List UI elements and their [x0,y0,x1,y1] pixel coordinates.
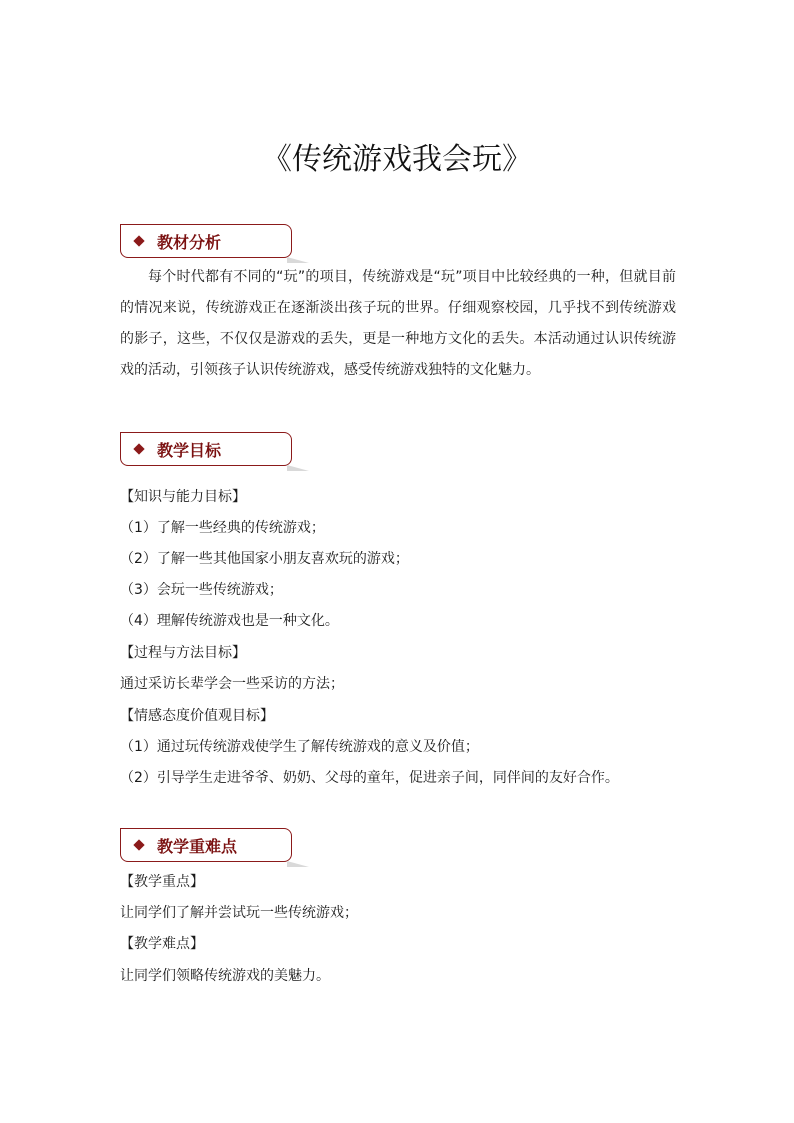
diamond-bullet-icon [133,443,144,454]
objective-line: （1）了解一些经典的传统游戏； [120,520,325,536]
section-heading-key-points [120,828,292,862]
objective-line: （4）理解传统游戏也是一种文化。 [120,613,339,629]
key-point-line: 【教学难点】 [120,936,204,952]
objective-line: 【过程与方法目标】 [120,645,246,661]
objective-line: 通过采访长辈学会一些采访的方法； [120,676,344,692]
section-heading-objectives [120,432,292,466]
objective-line: 【情感态度价值观目标】 [120,708,274,724]
section-heading-analysis [120,224,292,258]
objective-line: （2）了解一些其他国家小朋友喜欢玩的游戏； [120,551,409,567]
section-heading-label: 教学重难点 [157,836,238,856]
diamond-bullet-icon [133,839,144,850]
objective-line: （3）会玩一些传统游戏； [120,582,283,598]
analysis-paragraph: 每个时代都有不同的“玩”的项目，传统游戏是“玩”项目中比较经典的一种，但就目前的情况来说，传统游戏正在逐渐淡出孩子玩的世界。仔细观察校园，几乎找不到传统游戏的影子，这些，不仅仅是游戏的丢失，更是一种地方文化的丢失。本活动通过认识传统游戏的活动，引领孩子认识传统游戏，感受传统游戏独特的文化魅力。 [120,269,676,378]
key-point-line: 让同学们领略传统游戏的美魅力。 [120,968,330,984]
objective-line: 【知识与能力目标】 [120,489,246,505]
key-point-line: 【教学重点】 [120,874,204,890]
key-point-line: 让同学们了解并尝试玩一些传统游戏； [120,905,358,921]
section-heading-label: 教材分析 [157,232,222,252]
diamond-bullet-icon [133,235,144,246]
objective-line: （2）引导学生走进爷爷、奶奶、父母的童年，促进亲子间，同伴间的友好合作。 [120,770,619,786]
document-title: 《传统游戏我会玩》 [262,142,532,177]
objective-line: （1）通过玩传统游戏使学生了解传统游戏的意义及价值； [120,739,479,755]
section-heading-label: 教学目标 [157,440,222,460]
